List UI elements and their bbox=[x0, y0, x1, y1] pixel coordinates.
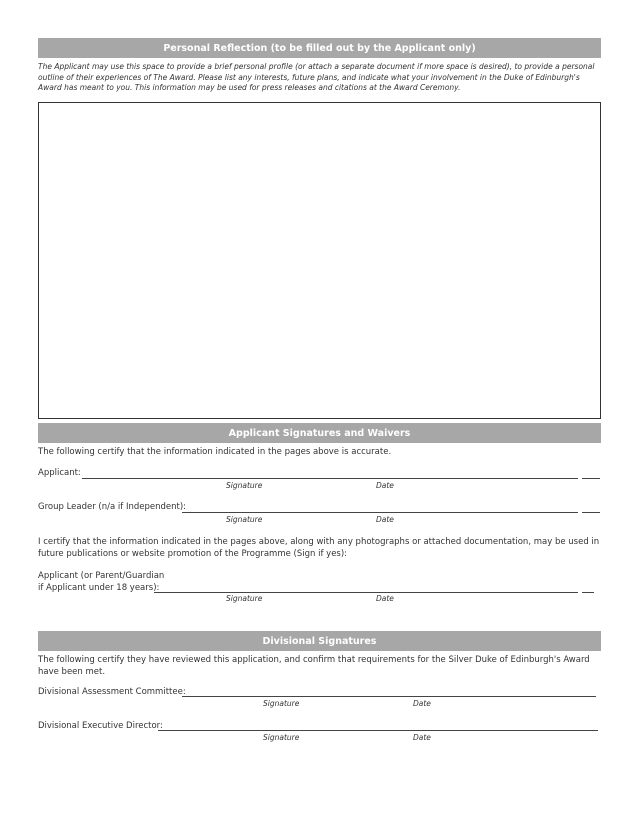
consent-text: I certify that the information indicated in the pages above, along with any photographs or attached documentation, may be used in future publications or website promotion of the Programme (Sign if yes): bbox=[38, 537, 600, 559]
group-leader-signature-line[interactable] bbox=[182, 512, 578, 513]
signature-caption: Signature bbox=[263, 699, 300, 708]
section-header-applicant-signatures bbox=[38, 423, 601, 443]
group-leader-date-line[interactable] bbox=[582, 512, 600, 513]
guardian-date-line[interactable] bbox=[582, 592, 594, 593]
assessment-committee-label: Divisional Assessment Committee: bbox=[38, 687, 186, 697]
guardian-label-line1: Applicant (or Parent/Guardian bbox=[38, 571, 165, 581]
divisional-certify-text: The following certify they have reviewed this application, and confirm that requirements for the Silver Duke of Edinburgh's Award have been met. bbox=[38, 655, 590, 677]
signature-caption: Signature bbox=[263, 733, 300, 742]
section-title: Divisional Signatures bbox=[262, 635, 377, 647]
section-header-personal-reflection bbox=[38, 38, 601, 58]
date-caption: Date bbox=[413, 733, 431, 742]
date-caption: Date bbox=[376, 481, 394, 490]
guardian-signature-line[interactable] bbox=[154, 592, 578, 593]
section-header-divisional-signatures bbox=[38, 631, 601, 651]
date-caption: Date bbox=[376, 515, 394, 524]
signature-caption: Signature bbox=[226, 515, 263, 524]
group-leader-label: Group Leader (n/a if Independent): bbox=[38, 502, 187, 512]
applicant-label: Applicant: bbox=[38, 468, 81, 478]
section-title: Applicant Signatures and Waivers bbox=[228, 427, 411, 439]
date-caption: Date bbox=[413, 699, 431, 708]
date-caption: Date bbox=[376, 594, 394, 603]
applicant-date-line[interactable] bbox=[582, 478, 600, 479]
applicant-signature-line[interactable] bbox=[82, 478, 578, 479]
guardian-label-line2: if Applicant under 18 years): bbox=[38, 583, 160, 593]
signature-caption: Signature bbox=[226, 481, 263, 490]
section-title: Personal Reflection (to be filled out by the Applicant only) bbox=[163, 42, 476, 54]
personal-reflection-textarea[interactable] bbox=[38, 102, 601, 419]
signature-caption: Signature bbox=[226, 594, 263, 603]
reflection-instructions: The Applicant may use this space to provide a brief personal profile (or attach a separate document if more space is desired), to provide a personal outline of their experiences of The Award. Please list any interests, future plans, and indicate what your involvement in the Duke of Edinburgh's Award has meant to you. This information may be used for press releases and citations at the Award Ceremony. bbox=[38, 62, 595, 92]
executive-director-signature-line[interactable] bbox=[158, 730, 598, 731]
executive-director-label: Divisional Executive Director: bbox=[38, 721, 163, 731]
assessment-committee-signature-line[interactable] bbox=[182, 696, 596, 697]
applicant-certify-text: The following certify that the information indicated in the pages above is accurate. bbox=[38, 447, 392, 457]
